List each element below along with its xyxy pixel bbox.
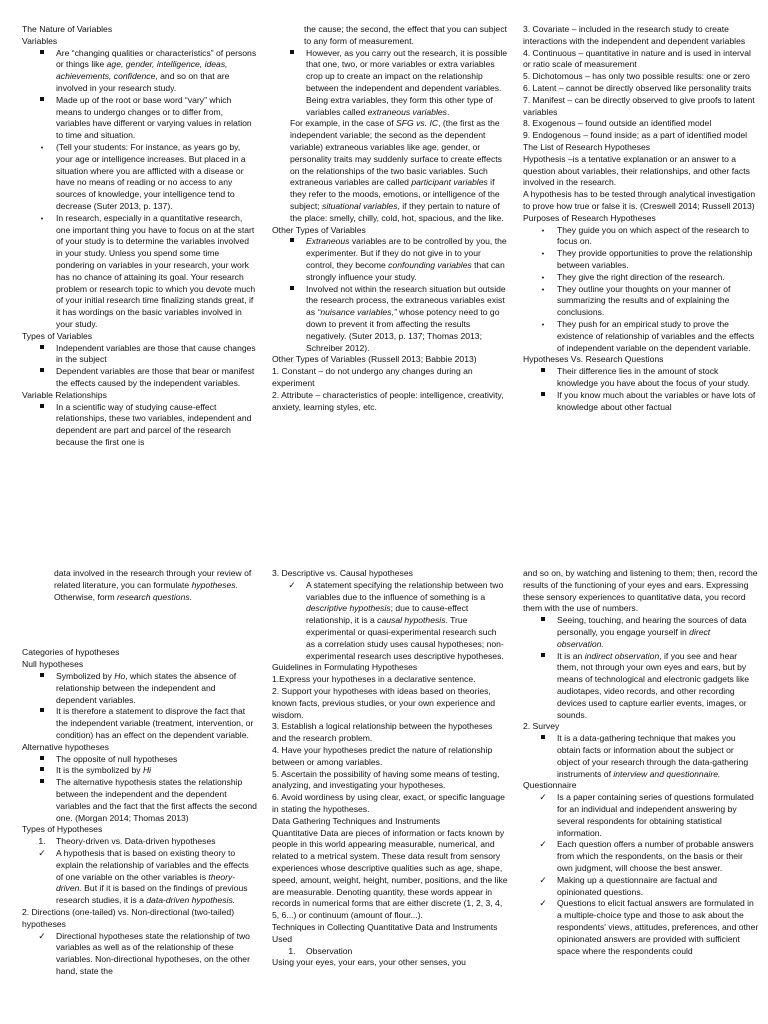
list-item-text: They give the right direction of the research. [557, 271, 725, 282]
list-item-text: Making up a questionnaire are factual and opinionated questions. [557, 874, 718, 897]
list-item-text: A statement specifying the relationship between two variables due to the influence of something is a descriptive hypothesis; due to cause-effect relationship, it is a causal hypothesis. True experimental or quasi-experimental research such as a correlation study uses causal hypotheses; non-experimental research uses descriptive hypotheses. [306, 579, 504, 661]
list-item [22, 777, 258, 824]
list-item [22, 931, 258, 978]
list-item [523, 319, 759, 354]
checkmark-bullet-icon [36, 931, 48, 943]
list-item-text: If you know much about the variables or have lots of knowledge about other factual [557, 389, 756, 412]
paragraph: 8. Exogenous – found outside an identified model [523, 118, 712, 129]
list-item [272, 48, 508, 119]
paragraph: 9. Endogenous – found inside; as a part of identified model [523, 130, 748, 141]
paragraph: 1. Constant – do not undergo any changes during an experiment [272, 366, 473, 388]
list-item-text: Seeing, touching, and hearing the sources of data personally, you engage yourself in direct observation. [557, 615, 747, 649]
list-item-text: They outline your thoughts on your manner of summarizing the results and of explaining the conclusions. [557, 283, 731, 318]
list-item [523, 839, 759, 874]
bullet-list [523, 366, 759, 413]
square-bullet-icon [36, 343, 48, 355]
bullet-list [22, 402, 258, 449]
bullet-list [272, 236, 508, 354]
square-bullet-icon [36, 777, 48, 789]
section-heading: Variables [22, 35, 58, 46]
list-item [523, 248, 759, 272]
section-heading: Guidelines in Formulating Hypotheses [272, 662, 418, 673]
section-heading: Hypotheses Vs. Research Questions [523, 354, 664, 365]
bullet-list [22, 343, 258, 390]
list-item [523, 366, 759, 390]
bottom-column-2 [272, 568, 508, 969]
top-column-2 [272, 24, 508, 413]
list-item [22, 402, 258, 449]
paragraph: A hypothesis has to be tested through analytical investigation to prove how true or false it is. (Creswell 2014; Russell 2013) [523, 189, 756, 211]
bullet-list [272, 580, 508, 663]
list-item-text: A hypothesis that is based on existing theory to explain the relationship of variables and the effects of one variable on the other variables is theory-driven. But if it is based on the findings of previous research studies, it is a data-driven hypothesis. [56, 847, 249, 906]
list-item-text: Theory-driven vs. Data-driven hypotheses [56, 836, 216, 847]
dot-bullet-icon [537, 319, 549, 332]
list-item-text: Questions to elicit factual answers are formulated in a multiple-choice type and those to ask about the respondents' views, attitudes, preferences, and other opinionated answers are provided with sufficient space where the respondents could [557, 898, 759, 956]
square-bullet-icon [537, 651, 549, 663]
list-item [523, 272, 759, 284]
paragraph: Other Types of Variables (Russell 2013; Babbie 2013) [272, 354, 477, 365]
list-item-text: However, as you carry out the research, it is possible that one, two, or more variables or extra variables crop up to create an impact on the relationship between the independent and dependent variables. Being extra variables, they form this other type of variables called extraneous variables. [306, 47, 508, 117]
bullet-list [523, 225, 759, 355]
list-item [22, 671, 258, 706]
list-item-text: They push for an empirical study to prove the existence of relationship of variables and the effects of independent variable on the dependent variable. [557, 318, 755, 353]
square-bullet-icon [36, 366, 48, 378]
paragraph: 3. Establish a logical relationship between the hypotheses and the research problem. [272, 721, 493, 744]
list-item [272, 580, 508, 663]
list-item-text: Made up of the root or base word “vary” which means to undergo changes or to differ from, variables have different or varying values in relation to time and situation. [56, 94, 252, 141]
section-heading: 2. Survey [523, 721, 560, 732]
list-item [523, 615, 759, 650]
paragraph: 5. Dichotomous – has only two possible results: one or zero [523, 71, 750, 82]
paragraph: 2. Attribute – characteristics of people: intelligence, creativity, anxiety, learning styles, etc. [272, 389, 504, 412]
paragraph: 4. Have your hypotheses predict the nature of relationship between or among variables. [272, 744, 493, 767]
list-item [523, 898, 759, 957]
checkmark-bullet-icon [537, 898, 549, 910]
list-item [272, 284, 508, 355]
dot-bullet-icon [537, 248, 549, 261]
list-item [523, 390, 759, 414]
square-bullet-icon [286, 284, 298, 296]
list-item-text: Dependent variables are those that bear or manifest the effects caused by the independent variables. [56, 366, 255, 388]
list-item [22, 48, 258, 95]
square-bullet-icon [537, 733, 549, 745]
list-item [22, 142, 258, 213]
section-heading: The Nature of Variables [22, 24, 113, 34]
bullet-list [22, 754, 258, 825]
list-item-text: Each question offers a number of probable answers from which the respondents, on the basis or their own judgment, will choose the best answer. [557, 839, 754, 873]
section-heading: Categories of hypotheses [22, 647, 120, 658]
spacer [22, 603, 258, 647]
paragraph: 1.Express your hypotheses in a declarative sentence. [272, 674, 476, 685]
checkmark-bullet-icon [537, 792, 549, 804]
section-heading: Types of Variables [22, 330, 93, 341]
list-item [22, 706, 258, 741]
square-bullet-icon [36, 671, 48, 683]
paragraph: 3. Covariate – included in the research study to create interactions with the independent and dependent variables [523, 24, 746, 46]
bullet-list [22, 931, 258, 978]
paragraph: 6. Avoid wordiness by using clear, exact, or specific language in stating the hypotheses. [272, 792, 505, 814]
list-item [272, 236, 508, 283]
paragraph: the cause; the second, the effect that you can subject to any form of measurement. [304, 24, 507, 46]
square-bullet-icon [286, 48, 298, 60]
list-item-text: Independent variables are those that cause changes in the subject [56, 342, 256, 365]
checkmark-bullet-icon [537, 839, 549, 851]
list-item-text: In a scientific way of studying cause-effect relationships, these two variables, independent and dependent are part and parcel of the research because the first one is [56, 401, 252, 447]
section-heading: The List of Research Hypotheses [523, 141, 651, 152]
list-item [22, 848, 258, 907]
section-heading: Questionnaire [523, 780, 577, 791]
list-item-text: Directional hypotheses state the relationship of two variables as well as of the relationship of these variables. Non-directional hypotheses, on the other hand, state the [56, 930, 250, 976]
paragraph: 3. Descriptive vs. Causal hypotheses [272, 568, 413, 578]
section-heading: Null hypotheses [22, 659, 84, 670]
paragraph: Quantitative Data are pieces of information or facts known by people in this world appearing measurable, numerical, and related to a metrical system. These data result from sensory experiences whose descriptive qualities such as age, shape, speed, amount, weight, height, number, positions, and the like are measurable. Denoting quantity, these words appear in records in numerical forms that are either discrete (1, 2, 3, 4, 5, 6...) or continuum (amount of flour...). [272, 827, 508, 921]
bullet-list [523, 615, 759, 721]
dot-bullet-icon [36, 213, 48, 226]
bullet-list [22, 836, 258, 907]
paragraph: data involved in the research through your review of related literature, you can formulate hypotheses. Otherwise, form research questions. [54, 568, 252, 602]
bullet-list [523, 733, 759, 780]
bullet-list [22, 671, 258, 742]
paragraph: and so on, by watching and listening to them; then, record the results of the functioning of your eyes and ears. Expressing these sensory experiences to quantitative data, you record them with the use of numbers. [523, 568, 758, 614]
checkmark-bullet-icon [286, 580, 298, 592]
list-item [22, 836, 258, 848]
paragraph: 4. Continuous – quantitative in nature and is used in interval or ratio scale of measurement [523, 47, 751, 70]
list-item [22, 366, 258, 390]
section-heading: Other Types of Variables [272, 224, 366, 235]
dot-bullet-icon [537, 284, 549, 297]
list-number [286, 946, 298, 958]
list-item-text: Symbolized by Ho, which states the absence of relationship between the independent and dependent variables. [56, 670, 237, 705]
list-item-text: It is an indirect observation, if you see and hear them, not through your own eyes and ears, but by means of technological and electronic gadgets like audiotapes, video records, and other recording devices used to capture earlier events, images, or sounds. [557, 650, 750, 720]
square-bullet-icon [36, 754, 48, 766]
paragraph: 2. Directions (one-tailed) vs. Non-directional (two-tailed) hypotheses [22, 906, 235, 929]
dot-bullet-icon [537, 225, 549, 238]
square-bullet-icon [286, 236, 298, 248]
list-item-text: Observation [306, 945, 353, 956]
list-item [22, 754, 258, 766]
section-heading: Types of Hypotheses [22, 824, 103, 835]
section-heading: Alternative hypotheses [22, 741, 109, 752]
square-bullet-icon [36, 765, 48, 777]
section-heading: Techniques in Collecting Quantitative Data and Instruments Used [272, 921, 498, 944]
list-item-text: The alternative hypothesis states the relationship between the independent and the dependent variables and the fact that the first affects the second one. (Morgan 2014; Thomas 2013) [56, 777, 257, 823]
dot-bullet-icon [36, 142, 48, 155]
bullet-list [272, 946, 508, 958]
section-heading: Data Gathering Techniques and Instruments [272, 815, 440, 826]
list-number [36, 836, 48, 848]
square-bullet-icon [537, 615, 549, 627]
list-item-text: Extraneous variables are to be controlled by you, the experimenter. But if they do not give in to your control, they become confounding variables that can strongly influence your study. [306, 236, 507, 282]
paragraph: 5. Ascertain the possibility of having some means of testing, analyzing, and investigating your hypotheses. [272, 768, 500, 791]
section-heading: Variable Relationships [22, 389, 107, 400]
list-item-text: Are “changing qualities or characteristics” of persons or things like age, gender, intelligence, ideas, achievements, confidence, and so on that are involved in your research study. [56, 47, 257, 93]
bullet-list [272, 48, 508, 119]
list-item [523, 733, 759, 780]
list-item-text: Their difference lies in the amount of stock knowledge you have about the focus of your study. [557, 366, 750, 388]
paragraph: 6. Latent – cannot be directly observed like personality traits [523, 82, 752, 93]
list-item [523, 875, 759, 899]
list-item-text: They guide you on which aspect of the research to focus on. [557, 224, 750, 247]
list-item-text: They provide opportunities to prove the relationship between variables. [557, 248, 753, 270]
checkmark-bullet-icon [537, 875, 549, 887]
list-item-text: Is a paper containing series of questions formulated for an individual and independent answering by several respondents for obtaining statistical information. [557, 792, 754, 838]
list-item [22, 765, 258, 777]
list-item-text: Involved not within the research situation but outside the research process, the extraneous variables exist as “nuisance variables,” whose potency need to go down to prevent it from affecting the results negatively. (Suter 2013, p. 137; Thomas 2013; Schreiber 2012). [306, 283, 506, 353]
list-item [22, 213, 258, 331]
top-column-1 [22, 24, 258, 449]
paragraph: For example, in the case of SFG vs. IC, (the first as the independent variable; the second as the dependent variable) extraneous variables like age, gender, or personality traits may suddenly surface to create effects on the relationships of the two basic variables. Such extraneous variables are called participant variables if they refer to the moods, emotions, or intelligence of the subject; situational variables, if they pertain to nature of the place: smelly, chilly, cold, hot, spacious, and the like. [290, 118, 504, 223]
list-item [523, 284, 759, 319]
bottom-column-1 [22, 568, 258, 978]
list-item [523, 225, 759, 249]
list-item-text: It is the symbolized by Hi [56, 765, 152, 776]
section-heading: Purposes of Research Hypotheses [523, 212, 656, 223]
list-item [523, 651, 759, 722]
paragraph: Using your eyes, your ears, your other senses, you [272, 957, 466, 968]
list-item-text: In research, especially in a quantitative research, one important thing you have to focus on at the start of your study is to determine the variables involved in your study. Unless you spend some time pondering on variables in your research, your work has no chance of attaining its goal. Your research problem or research topic to which you devote much of your initial research time finalizing stands great, if it has wordings on the basic variables involved in your study. [56, 212, 256, 329]
square-bullet-icon [537, 366, 549, 378]
list-item-text: It is a data-gathering technique that makes you obtain facts or information about the subject or object of your research through the data-gathering instruments of interview and questionnaire. [557, 733, 749, 779]
paragraph: 7. Manifest – can be directly observed to give proofs to latent variables [523, 94, 755, 117]
checkmark-bullet-icon [36, 848, 48, 860]
bullet-list [22, 48, 258, 331]
list-item [272, 946, 508, 958]
square-bullet-icon [36, 48, 48, 60]
square-bullet-icon [36, 95, 48, 107]
bottom-column-3 [523, 568, 759, 957]
list-item-text: The opposite of null hypotheses [56, 753, 178, 764]
square-bullet-icon [36, 706, 48, 718]
list-item [523, 792, 759, 839]
paragraph: Hypothesis –is a tentative explanation or an answer to a question about variables, their relationships, and other facts involved in the research. [523, 153, 750, 188]
list-item-text: (Tell your students: For instance, as years go by, your age or intelligence increases. But placed in a situation where you are afflicted with a disease or have no means of reading or no access to any sources of knowledge, your intelligence tend to decrease (Suter 2013, p. 137). [56, 141, 246, 211]
paragraph: 2. Support your hypotheses with ideas based on theories, known facts, previous studies, or your own experience and wisdom. [272, 685, 496, 720]
square-bullet-icon [537, 390, 549, 402]
square-bullet-icon [36, 402, 48, 414]
list-item [22, 95, 258, 142]
top-column-3 [523, 24, 759, 413]
list-item [22, 343, 258, 367]
list-item-text: It is therefore a statement to disprove the fact that the independent variable (treatment, intervention, or condition) has an effect on the dependent variable. [56, 706, 254, 740]
bullet-list [523, 792, 759, 957]
